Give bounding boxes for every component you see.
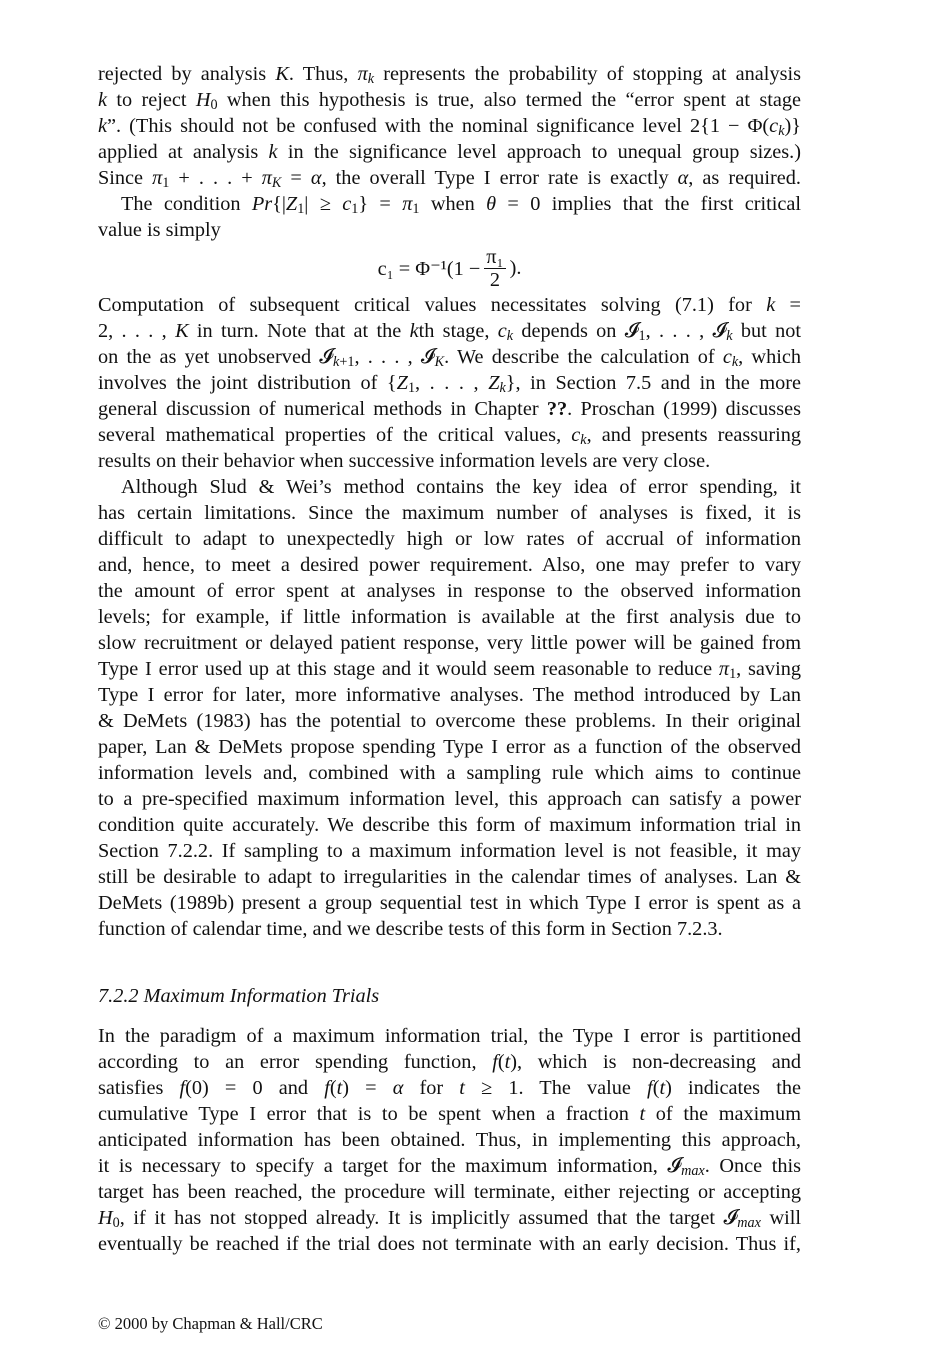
text-line: value is simply (98, 219, 221, 241)
text-line: condition quite accurately. We describe this form of maximum information trial in (98, 814, 801, 836)
paragraph-subsequent-critical-values (98, 292, 801, 474)
text-line: The condition $Pr\{|Z_1| \ge c_1\} = \pi_1$ when θ = 0 implies that the first critical (121, 193, 801, 217)
text-line: it is necessary to specify a target for the maximum information, 𝓘$_{max}$. Once this (98, 1155, 801, 1179)
text-line: Since $\pi_1$ + . . . + $\pi_K = \alpha$, the overall Type I error rate is exactly α, as required. (98, 167, 801, 191)
text-line: 2, . . . , K in turn. Note that at the kth stage, $c_k$ depends on 𝓘$_1$, . . . , 𝓘$_k$ but not (98, 320, 801, 344)
equation-c1 (98, 246, 801, 296)
text-line: eventually be reached if the trial does not terminate with an early decision. Thus if, (98, 1233, 801, 1255)
paragraph-limitations (98, 474, 801, 942)
text-line: k to reject $H_0$ when this hypothesis is true, also termed the “error spent at stage (98, 89, 801, 113)
equation-lhs: c₁ = Φ⁻¹(1 − (377, 258, 481, 280)
text-line: $H_0$, if it has not stopped already. It is implicitly assumed that the target 𝓘$_{max}$ will (98, 1207, 801, 1231)
text-line: to a pre-specified maximum information level, this approach can satisfy a power (98, 788, 801, 810)
text-line: still be desirable to adapt to irregularities in the calendar times of analyses. Lan & (98, 866, 801, 888)
text-line: Section 7.2.2. If sampling to a maximum information level is not feasible, it may (98, 840, 801, 862)
text-line: DeMets (1989b) present a group sequential test in which Type I error is spent as a (98, 892, 801, 914)
text-line: information levels and, combined with a sampling rule which aims to continue (98, 762, 801, 784)
text-line: levels; for example, if little information is available at the first analysis due to (98, 606, 801, 628)
text-line: Type I error for later, more informative analyses. The method introduced by Lan (98, 684, 801, 706)
paragraph-error-spent (98, 61, 801, 191)
text-line: and, hence, to meet a desired power requirement. Also, one may prefer to vary (98, 554, 801, 576)
text-line: & DeMets (1983) has the potential to overcome these problems. In their original (98, 710, 801, 732)
text-line: satisfies f(0) = 0 and f(t) = α for t ≥ 1. The value f(t) indicates the (98, 1077, 801, 1099)
text-line: k”. (This should not be confused with the nominal significance level $2\{1 - \Phi(c_k)\}$ (98, 115, 801, 139)
text-line: on the as yet unobserved 𝓘$_{k+1}$, . . . , 𝓘$_K$. We describe the calculation of $c_k$, which (98, 346, 801, 370)
text-line: results on their behavior when successive information levels are very close. (98, 450, 711, 472)
text-line: target has been reached, the procedure will terminate, either rejecting or accepting (98, 1181, 801, 1203)
text-line: paper, Lan & DeMets propose spending Type I error as a function of the observed (98, 736, 801, 758)
equation-rhs: ). (509, 257, 522, 279)
text-line: general discussion of numerical methods in Chapter ??. Proschan (1999) discusses (98, 398, 801, 420)
text-line: involves the joint distribution of {$Z_1$, . . . , $Z_k$}, in Section 7.5 and in the more (98, 372, 802, 396)
text-line: has certain limitations. Since the maximum number of analyses is fixed, it is (98, 502, 801, 524)
fraction-numerator: π₁ (486, 246, 504, 268)
text-line: rejected by analysis K. Thus, $\pi_k$ represents the probability of stopping at analysis (98, 63, 802, 87)
text-line: slow recruitment or delayed patient response, very little power will be gained from (98, 632, 801, 654)
text-line: Although Slud & Wei’s method contains the key idea of error spending, it (121, 476, 801, 498)
text-line: difficult to adapt to unexpectedly high or low rates of accrual of information (98, 528, 801, 550)
text-line: anticipated information has been obtained. Thus, in implementing this approach, (98, 1129, 801, 1151)
text-line: Type I error used up at this stage and it would seem reasonable to reduce $\pi_1$, saving (98, 658, 801, 682)
text-line: the amount of error spent at analyses in response to the observed information (98, 580, 801, 602)
paragraph-maximum-information (98, 1023, 801, 1257)
copyright-footer: © 2000 by Chapman & Hall/CRC (98, 1314, 323, 1333)
section-heading: 7.2.2 Maximum Information Trials (98, 985, 380, 1007)
text-line: In the paradigm of a maximum information trial, the Type I error is partitioned (98, 1025, 801, 1047)
text-line: cumulative Type I error that is to be spent when a fraction t of the maximum (98, 1103, 801, 1125)
equation-fraction (484, 246, 505, 291)
fraction-denominator: 2 (489, 269, 500, 291)
text-line: applied at analysis k in the significance level approach to unequal group sizes.) (98, 141, 801, 163)
text-line: according to an error spending function, f(t), which is non-decreasing and (98, 1051, 801, 1073)
text-line: function of calendar time, and we describe tests of this form in Section 7.2.3. (98, 918, 723, 940)
paragraph-first-critical-value (98, 191, 801, 243)
text-line: several mathematical properties of the critical values, $c_k$, and presents reassuring (98, 424, 801, 448)
text-line: Computation of subsequent critical values necessitates solving (7.1) for k = (98, 294, 801, 316)
